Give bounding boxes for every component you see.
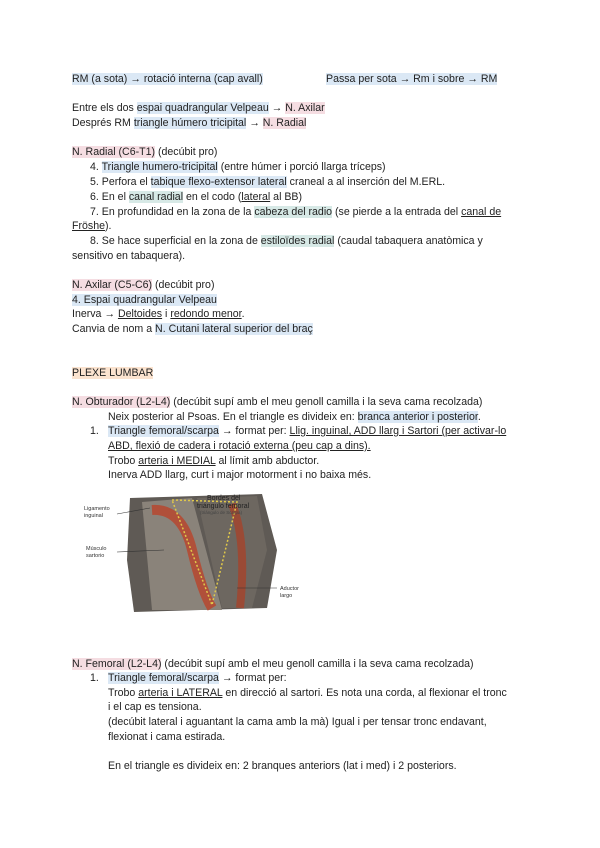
femoral-triangle-illustration bbox=[72, 490, 332, 615]
text-line: Trobo arteria i MEDIAL al límit amb abductor. bbox=[108, 455, 320, 467]
text-line: Trobo arteria i LATERAL en direcció al sartori. Es nota una corda, al flexionar el tronc bbox=[108, 687, 507, 699]
text-line: Fröshe). bbox=[72, 220, 112, 232]
section-title-plexe-lumbar: PLEXE LUMBAR bbox=[72, 367, 154, 379]
text-line: Inerva → Deltoides i redondo menor. bbox=[72, 308, 245, 320]
text-line: Inerva ADD llarg, curt i major motorment i no baixa més. bbox=[108, 469, 372, 481]
section-heading-obturador: N. Obturador (L2-L4) (decúbit supí amb el meu genoll camilla i la seva cama recolzada) bbox=[72, 396, 483, 408]
label-aductor: Aductor bbox=[280, 586, 299, 592]
list-item: 8. Se hace superficial en la zona de estiloïdes radial (caudal tabaquera anatòmica y bbox=[90, 235, 483, 247]
text-line: En el triangle es divideix en: 2 branques anteriors (lat i med) i 2 posteriors. bbox=[108, 760, 457, 772]
svg-text:largo: largo bbox=[280, 593, 293, 599]
text-line: (decúbit lateral i aguantant la cama amb la mà) Igual i per tensar tronc endavant, bbox=[108, 716, 487, 728]
label-sartorio: Músculo bbox=[86, 546, 107, 552]
list-item: 1. Triangle femoral/scarpa → format per: Llig. inguinal, ADD llarg i Sartori (per activar-lo bbox=[90, 425, 507, 437]
svg-text:inguinal: inguinal bbox=[84, 513, 103, 519]
text-line: Neix posterior al Psoas. En el triangle es divideix en: branca anterior i posterior. bbox=[108, 411, 481, 423]
text-line: Passa per sota → Rm i sobre → RM bbox=[326, 73, 498, 85]
svg-text:(triángulo de Scarpa): (triángulo de Scarpa) bbox=[200, 510, 243, 515]
text-line: i el cap es tensiona. bbox=[108, 701, 202, 713]
text-line: Després RM triangle húmero tricipital → N. Radial bbox=[72, 117, 307, 129]
svg-text:triángulo femoral: triángulo femoral bbox=[197, 503, 250, 510]
text-line: RM (a sota) → rotació interna (cap avall) bbox=[72, 73, 263, 85]
text-line: Entre els dos espai quadrangular Velpeau → N. Axilar bbox=[72, 102, 325, 114]
list-item: 1. Triangle femoral/scarpa → format per: bbox=[90, 672, 287, 684]
list-item: 4. Triangle humero-tricipital (entre húmer i porció llarga tríceps) bbox=[90, 161, 386, 173]
label-ligamento: Ligamento bbox=[84, 506, 110, 512]
section-heading-femoral: N. Femoral (L2-L4) (decúbit supí amb el meu genoll camilla i la seva cama recolzada) bbox=[72, 658, 474, 670]
section-heading-axilar: N. Axilar (C5-C6) (decúbit pro) bbox=[72, 279, 215, 291]
text-line: 4. Espai quadrangular Velpeau bbox=[72, 294, 217, 306]
text-line: Canvia de nom a N. Cutani lateral superior del braç bbox=[72, 323, 313, 335]
section-heading-radial: N. Radial (C6-T1) (decúbit pro) bbox=[72, 146, 218, 158]
text-line: ABD, flexió de cadera i rotació externa (peu cap a dins). bbox=[108, 440, 371, 452]
list-item: 7. En profundidad en la zona de la cabeza del radio (se pierde a la entrada del canal de bbox=[90, 206, 502, 218]
femoral-triangle-figure bbox=[72, 490, 332, 615]
text-line: flexionat i cama estirada. bbox=[108, 731, 226, 743]
figure-title: Bordes del bbox=[207, 495, 241, 502]
text-line: sensitivo en tabaquera). bbox=[72, 250, 186, 262]
list-item: 5. Perfora el tabique flexo-extensor lateral craneal a al inserción del M.ERL. bbox=[90, 176, 446, 188]
list-item: 6. En el canal radial en el codo (lateral al BB) bbox=[90, 191, 303, 203]
svg-text:sartorio: sartorio bbox=[86, 553, 105, 559]
